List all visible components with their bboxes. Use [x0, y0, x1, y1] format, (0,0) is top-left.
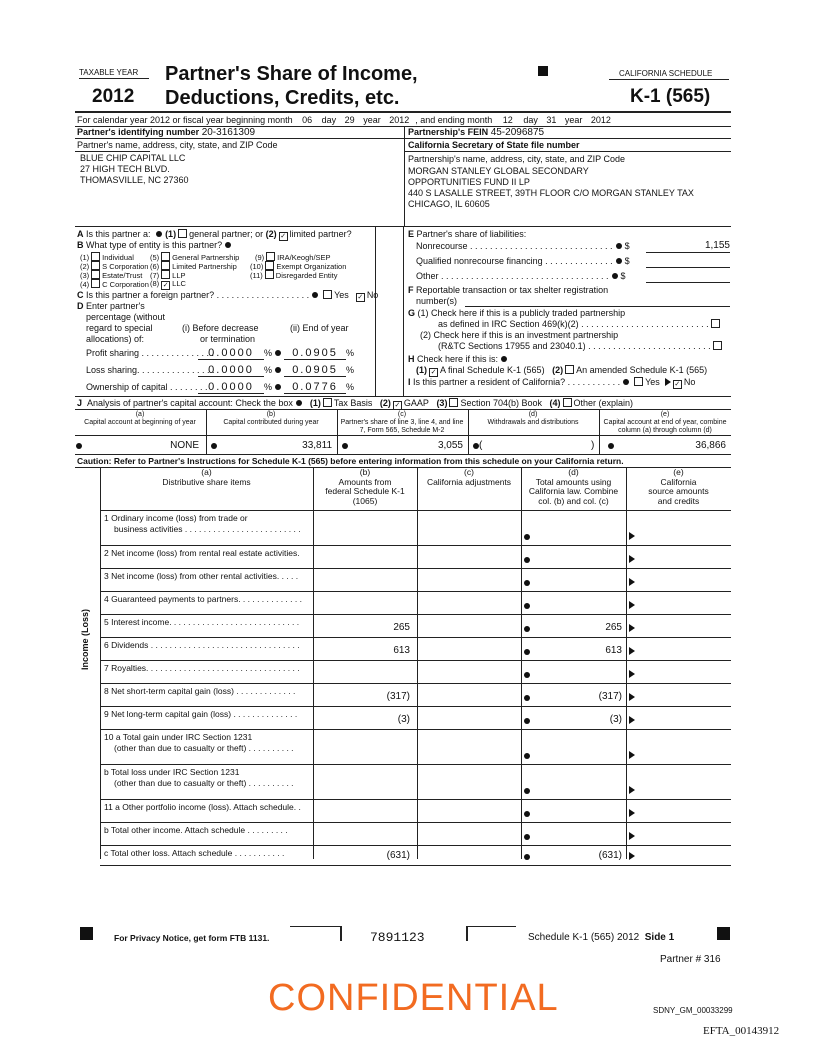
california-adjustment[interactable] — [417, 530, 517, 542]
row-label — [104, 548, 312, 559]
other-liab-row: Other . . . . . . . . . . . . . . . . . . . . . . . . . . . . . . . . . . $ — [416, 271, 626, 281]
c-corporation-checkbox[interactable] — [91, 279, 100, 288]
taxable-year-label: TAXABLE YEAR — [79, 68, 139, 77]
withdrawals-close: ) — [591, 440, 595, 451]
tax-shelter-number-field[interactable] — [465, 296, 730, 307]
bates-number: SDNY_GM_00033299 — [653, 1006, 733, 1015]
row-label-line1: 9 Net long-term capital gain (loss) . . . . . . . . . . . . . . — [104, 709, 298, 719]
row-label-line2: (other than due to casualty or theft) . . . . . . . . . . — [114, 743, 294, 753]
estate-trust-checkbox[interactable] — [91, 270, 100, 279]
arrow-right-icon — [629, 693, 635, 701]
row-label-line2: business activities . . . . . . . . . . . . . . . . . . . . . . . . . — [114, 524, 301, 534]
begin-year[interactable]: 2012 — [383, 115, 415, 127]
california-adjustment[interactable] — [417, 599, 517, 611]
bullet-icon — [524, 753, 530, 759]
california-source-amount[interactable] — [640, 553, 728, 565]
partner-share-m2[interactable]: 3,055 — [437, 440, 463, 451]
partner-name[interactable]: BLUE CHIP CAPITAL LLC — [80, 153, 186, 163]
table-row — [100, 764, 731, 799]
bullet-icon — [524, 788, 530, 794]
california-adjustment[interactable] — [417, 576, 517, 588]
row-divider — [100, 865, 731, 866]
confidential-stamp: CONFIDENTIAL — [268, 977, 559, 1019]
partner-id-row: Partner's identifying number 20-3161309 — [77, 127, 256, 138]
form-code: 7891123 — [370, 930, 425, 945]
ca-resident-no-checkbox[interactable]: ✓ — [674, 381, 681, 388]
investment-partnership-checkbox[interactable] — [713, 341, 722, 350]
profit-sharing-row: Profit sharing . . . . . . . . . . . . . . .0.0000 % 0.0905 % — [86, 347, 355, 359]
table-row — [100, 637, 731, 660]
ca-resident-yes-checkbox[interactable] — [634, 377, 643, 386]
bullet-icon — [524, 534, 530, 540]
ownership-before[interactable]: 0.0000 — [198, 382, 264, 394]
federal-amount[interactable]: (631) — [386, 850, 410, 861]
california-source-amount[interactable] — [640, 599, 728, 611]
capital-end[interactable]: 36,866 — [695, 440, 726, 451]
ira-keogh-sep-checkbox[interactable] — [266, 252, 275, 261]
nonrecourse-row: Nonrecourse . . . . . . . . . . . . . . . . . . . . . . . . . . . . . $ — [416, 241, 630, 251]
arrow-right-icon — [629, 578, 635, 586]
bullet-icon — [524, 718, 530, 724]
partner-name-label: Partner's name, address, city, state, and ZIP Code — [77, 140, 278, 150]
bullet-icon — [524, 854, 530, 860]
privacy-notice: For Privacy Notice, get form FTB 1131. — [114, 933, 270, 943]
california-total[interactable]: (631) — [598, 850, 622, 861]
row-label-line1: 4 Guaranteed payments to partners. . . . . . . . . . . . . . — [104, 594, 302, 604]
ptp-checkbox[interactable] — [711, 319, 720, 328]
arrow-right-icon — [629, 716, 635, 724]
row-label-line1: 8 Net short-term capital gain (loss) . . . . . . . . . . . . . — [104, 686, 296, 696]
section-f: F Reportable transaction or tax shelter registration — [408, 285, 609, 295]
bullet-icon — [524, 672, 530, 678]
section-j: J Analysis of partner's capital account: Check the box (1) Tax Basis (2) ✓ GAAP (3) Section 704(b) Book (4) Other (explain) — [77, 398, 634, 409]
section-704b-checkbox[interactable] — [449, 398, 458, 407]
capital-contributed[interactable]: 33,811 — [302, 440, 332, 451]
federal-amount[interactable]: 265 — [393, 622, 410, 633]
ownership-row: Ownership of capital . . . . . . . .0.0000 % 0.0776 % — [86, 381, 355, 393]
final-k1-checkbox[interactable]: ✓ — [430, 369, 437, 376]
california-source-amount[interactable] — [640, 622, 728, 634]
california-adjustment[interactable] — [417, 850, 517, 862]
exempt-organization-checkbox[interactable] — [265, 261, 274, 270]
registration-mark — [717, 927, 730, 940]
arrow-right-icon — [629, 647, 635, 655]
ownership-end[interactable]: 0.0776 — [284, 382, 346, 394]
federal-amount[interactable]: (3) — [397, 714, 410, 725]
california-adjustment[interactable] — [417, 830, 517, 842]
row-label — [104, 848, 312, 859]
loss-sharing-row: Loss sharing. . . . . . . . . . . . . . . .0.0000 % 0.0905 % — [86, 364, 355, 376]
partnership-fein-row: Partnership's FEIN 45-2096875 — [408, 127, 545, 138]
federal-amount[interactable]: (317) — [386, 691, 410, 702]
loss-end[interactable]: 0.0905 — [284, 365, 346, 377]
california-adjustment[interactable] — [417, 553, 517, 565]
table-row — [100, 822, 731, 845]
sos-file-label: California Secretary of State file number — [408, 140, 580, 150]
row-label — [104, 513, 312, 535]
table-row — [100, 568, 731, 591]
caution-text: Caution: Refer to Partner's Instructions for Schedule K-1 (565) before entering information from this schedule on your California return. — [77, 456, 624, 466]
registration-mark — [538, 66, 548, 76]
california-source-amount[interactable] — [640, 850, 728, 862]
row-label-line1: 5 Interest income. . . . . . . . . . . . . . . . . . . . . . . . . . . . — [104, 617, 300, 627]
section-h: H Check here if this is: — [408, 354, 510, 365]
california-adjustment[interactable] — [417, 714, 517, 726]
loss-before[interactable]: 0.0000 — [198, 365, 264, 377]
qualified-amount[interactable] — [646, 255, 730, 268]
distributive-table-header: (a) Distributive share items (b) Amounts from federal Schedule K-1 (1065) (c) California adjustments (d) Total amounts using California law. Combine col. (b) and col. (c) (e) California source amounts and credits — [162, 467, 709, 506]
partner-city[interactable]: THOMASVILLE, NC 27360 — [80, 175, 189, 185]
california-source-amount[interactable] — [640, 691, 728, 703]
gaap-checkbox[interactable]: ✓ — [394, 402, 401, 409]
arrow-right-icon — [629, 786, 635, 794]
table-row — [100, 706, 731, 729]
section-h-options: (1) ✓ A final Schedule K-1 (565) (2) An amended Schedule K-1 (565) — [416, 365, 708, 376]
section-e: E Partner's share of liabilities: — [408, 229, 527, 239]
section-g-l4: (R&TC Sections 17955 and 23040.1) . . . . . . . . . . . . . . . . . . . . . . . . . — [438, 341, 724, 352]
row-label-line1: 7 Royalties. . . . . . . . . . . . . . . . . . . . . . . . . . . . . . . . . — [104, 663, 300, 673]
california-source-amount[interactable] — [640, 668, 728, 680]
section-d-l1: D Enter partner's — [77, 301, 145, 311]
california-schedule-label: CALIFORNIA SCHEDULE — [619, 69, 713, 78]
california-adjustment[interactable] — [417, 784, 517, 796]
partner-street[interactable]: 27 HIGH TECH BLVD. — [80, 164, 170, 174]
withdrawals-open: ( — [479, 440, 483, 451]
col-before-decrease: (i) Before decrease — [182, 323, 259, 333]
row-label — [104, 825, 312, 836]
row-label-line1: c Total other loss. Attach schedule . . . . . . . . . . . — [104, 848, 285, 858]
arrow-right-icon — [629, 809, 635, 817]
limited-partner-checkbox[interactable]: ✓ — [280, 233, 287, 240]
registration-mark — [80, 927, 93, 940]
partnership-street[interactable]: 440 S LASALLE STREET, 39TH FLOOR C/O MORGAN STANLEY TAX — [408, 188, 694, 198]
profit-end[interactable]: 0.0905 — [284, 348, 346, 360]
end-year[interactable]: 2012 — [585, 115, 617, 127]
tax-basis-checkbox[interactable] — [323, 398, 332, 407]
row-label — [104, 663, 312, 674]
california-adjustment[interactable] — [417, 622, 517, 634]
california-source-amount[interactable] — [640, 645, 728, 657]
table-row — [100, 545, 731, 568]
disregarded-entity-checkbox[interactable] — [265, 270, 274, 279]
col-end-of-year: (ii) End of year — [290, 323, 349, 333]
profit-before[interactable]: 0.0000 — [198, 348, 264, 360]
arrow-right-icon — [629, 624, 635, 632]
bullet-icon — [524, 649, 530, 655]
section-g: G (1) Check here if this is a publicly traded partnership — [408, 308, 626, 318]
bullet-icon — [524, 811, 530, 817]
california-total[interactable]: 265 — [605, 622, 622, 633]
bullet-icon — [524, 626, 530, 632]
efta-number: EFTA_00143912 — [703, 1025, 780, 1037]
california-total[interactable]: (3) — [609, 714, 622, 725]
row-label-line1: 11 a Other portfolio income (loss). Attach schedule. . — [104, 802, 301, 812]
income-loss-side-label: Income (Loss) — [80, 608, 90, 670]
llp-checkbox[interactable] — [161, 270, 170, 279]
partner-number: Partner # 316 — [660, 954, 721, 965]
row-label-line2: (other than due to casualty or theft) . . . . . . . . . . — [114, 778, 294, 788]
end-month[interactable]: 12 — [495, 115, 521, 127]
california-total[interactable]: 613 — [605, 645, 622, 656]
table-row — [100, 683, 731, 706]
row-label — [104, 802, 312, 813]
partner-id[interactable]: 20-3161309 — [201, 127, 256, 138]
bullet-icon — [524, 695, 530, 701]
capital-beginning[interactable]: NONE — [170, 440, 199, 451]
schedule-footer: Schedule K-1 (565) 2012 Side 1 — [528, 932, 675, 943]
california-source-amount[interactable] — [640, 530, 728, 542]
s-corporation-checkbox[interactable] — [91, 261, 100, 270]
federal-amount[interactable]: 613 — [393, 645, 410, 656]
california-source-amount[interactable] — [640, 576, 728, 588]
california-adjustment[interactable] — [417, 691, 517, 703]
section-f-l2: number(s) — [416, 296, 458, 306]
row-label — [104, 640, 312, 651]
california-adjustment[interactable] — [417, 668, 517, 680]
row-label — [104, 571, 312, 582]
partnership-name2[interactable]: OPPORTUNITIES FUND II LP — [408, 177, 530, 187]
individual-checkbox[interactable] — [91, 252, 100, 261]
table-row — [100, 729, 731, 764]
california-adjustment[interactable] — [417, 645, 517, 657]
row-label — [104, 686, 312, 697]
form-title-line1: Partner's Share of Income, — [165, 63, 418, 85]
california-source-amount[interactable] — [640, 830, 728, 842]
tax-year: 2012 — [92, 86, 135, 107]
other-basis-checkbox[interactable] — [563, 398, 572, 407]
table-row — [100, 510, 731, 545]
row-label — [104, 767, 312, 789]
arrow-right-icon — [629, 670, 635, 678]
table-row — [100, 591, 731, 614]
partnership-city[interactable]: CHICAGO, IL 60605 — [408, 199, 490, 209]
form-id: K-1 (565) — [630, 86, 711, 107]
table-row — [100, 799, 731, 822]
partnership-name-label: Partnership's name, address, city, state, and ZIP Code — [408, 154, 625, 164]
bullet-icon — [524, 603, 530, 609]
california-source-amount[interactable] — [640, 807, 728, 819]
foreign-no-checkbox[interactable]: ✓ — [357, 294, 364, 301]
row-label-line1: b Total other income. Attach schedule . . . . . . . . . — [104, 825, 288, 835]
period-line: For calendar year 2012 or fiscal year beginning month 06 day 29 year 2012 , and ending month 12 day 31 year 2012 — [77, 115, 617, 127]
section-b: B What type of entity is this partner? — [77, 240, 234, 251]
california-source-amount[interactable] — [640, 749, 728, 761]
bullet-icon — [524, 580, 530, 586]
row-label — [104, 594, 312, 605]
table-row — [100, 660, 731, 683]
arrow-right-icon — [629, 832, 635, 840]
llc-checkbox[interactable]: ✓ — [162, 282, 169, 289]
other-liab-amount[interactable] — [646, 270, 730, 283]
form-title-line2: Deductions, Credits, etc. — [165, 87, 400, 109]
bullet-icon — [524, 557, 530, 563]
row-label-line1: 1 Ordinary income (loss) from trade or — [104, 513, 248, 523]
arrow-right-icon — [629, 601, 635, 609]
amended-k1-checkbox[interactable] — [565, 365, 574, 374]
row-label-line1: 3 Net income (loss) from other rental activities. . . . . — [104, 571, 299, 581]
general-partnership-checkbox[interactable] — [161, 252, 170, 261]
row-label — [104, 732, 312, 754]
col-or-termination: or termination — [200, 334, 256, 344]
section-d-l2: percentage (without — [86, 312, 166, 322]
section-g-l3: (2) Check here if this is an investment partnership — [420, 330, 619, 340]
section-i: I Is this partner a resident of California? . . . . . . . . . . . Yes ✓ No — [408, 377, 696, 388]
section-a: A Is this partner a: (1) general partner; or (2) ✓ limited partner? — [77, 229, 352, 240]
california-adjustment[interactable] — [417, 807, 517, 819]
section-g-l2: as defined in IRC Section 469(k)(2) . . . . . . . . . . . . . . . . . . . . . . . . . . — [438, 319, 722, 330]
row-label — [104, 617, 312, 628]
capital-account-table: (a) Capital account at beginning of year (b) Capital contributed during year (c) Partner's share of line 3, line 4, and line 7, Form 565, Schedule M-2 (d) Withdrawals and distributions (e) Capital account at end of year, combine column (a) through column (d) — [84, 411, 727, 434]
partnership-name1[interactable]: MORGAN STANLEY GLOBAL SECONDARY — [408, 166, 589, 176]
row-label-line1: 2 Net income (loss) from rental real estate activities. — [104, 548, 300, 558]
partnership-fein[interactable]: 45-2096875 — [490, 127, 545, 138]
california-adjustment[interactable] — [417, 749, 517, 761]
california-total[interactable]: (317) — [598, 691, 622, 702]
bullet-icon — [524, 834, 530, 840]
qualified-row: Qualified nonrecourse financing . . . . . . . . . . . . . . $ — [416, 256, 630, 266]
section-d-l4: allocations) of: — [86, 334, 145, 344]
arrow-right-icon — [629, 532, 635, 540]
arrow-right-icon — [629, 555, 635, 563]
table-row — [100, 614, 731, 637]
california-source-amount[interactable] — [640, 784, 728, 796]
nonrecourse-amount[interactable]: 1,155 — [646, 240, 730, 253]
section-c: C Is this partner a foreign partner? . . . . . . . . . . . . . . . . . . . Yes ✓ No — [77, 290, 379, 301]
foreign-yes-checkbox[interactable] — [323, 290, 332, 299]
begin-day[interactable]: 29 — [339, 115, 361, 127]
row-label-line1: b Total loss under IRC Section 1231 — [104, 767, 240, 777]
begin-month[interactable]: 06 — [295, 115, 319, 127]
limited-partnership-checkbox[interactable] — [161, 261, 170, 270]
california-source-amount[interactable] — [640, 714, 728, 726]
row-label-line1: 10 a Total gain under IRC Section 1231 — [104, 732, 253, 742]
arrow-right-icon — [629, 751, 635, 759]
arrow-right-icon — [629, 852, 635, 860]
row-label-line1: 6 Dividends . . . . . . . . . . . . . . . . . . . . . . . . . . . . . . . . — [104, 640, 300, 650]
row-label — [104, 709, 312, 720]
general-partner-checkbox[interactable] — [178, 229, 187, 238]
table-row — [100, 845, 731, 865]
end-day[interactable]: 31 — [540, 115, 562, 127]
section-d-l3: regard to special — [86, 323, 153, 333]
